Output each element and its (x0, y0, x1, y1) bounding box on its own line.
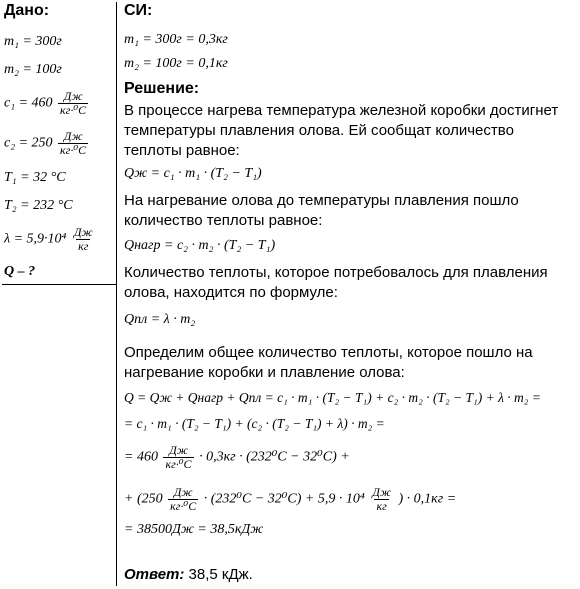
given-c1-unit (58, 90, 88, 117)
unit-denominator: кг·⁰C (170, 499, 197, 513)
given-q: Q – ? (4, 264, 36, 279)
formula-c-unit (163, 444, 193, 471)
given-lambda-value: λ = 5,9·10⁴ (4, 231, 67, 247)
lambda-numerator: Дж (73, 225, 93, 239)
given-lambda (4, 226, 97, 253)
lambda-denominator: кг (78, 239, 89, 253)
given-title: Дано: (4, 2, 50, 19)
formula-total-3-end: · 0,3кг · (232⁰C − 32⁰C) + (199, 449, 350, 465)
unit-denominator: кг·⁰C (60, 143, 87, 157)
solution-text-2: температуры плавления олова. Ей сообщат количество (124, 122, 514, 139)
given-t1: T₁ = 32 °C (4, 170, 66, 185)
formula-total-1: Q = Qж + Qнагр + Qпл = c₁ · m₁ · (T₂ − T₁) + c₂ · m₂ · (T₂ − T₁) + λ · m₂ = (124, 390, 541, 405)
solution-text-1: В процессе нагрева температура железной коробки достигнет (124, 102, 559, 119)
unit-numerator: Дж (63, 89, 83, 103)
formula-total-4 (124, 486, 456, 513)
lambda-denominator: кг (376, 499, 387, 513)
formula-total-2: = c₁ · m₁ · (T₂ − T₁) + (c₂ · (T₂ − T₁) + λ) · m₂ = (124, 416, 385, 431)
unit-denominator: кг·⁰C (60, 103, 87, 117)
solution-text-8: Определим общее количество теплоты, которое пошло на (124, 344, 533, 361)
solution-title: Решение: (124, 80, 200, 97)
solution-text-4: На нагревание олова до температуры плавления пошло (124, 192, 519, 209)
formula-melting: Qпл = λ · m₂ (124, 312, 196, 327)
formula-total-4-start: + (250 (124, 491, 163, 507)
si-title: СИ: (124, 2, 153, 19)
given-c2-unit (58, 130, 88, 157)
given-m2: m₂ = 100г (4, 62, 62, 77)
given-c1 (4, 90, 90, 117)
lambda-numerator: Дж (372, 485, 392, 499)
solution-text-7: олова, находится по формуле: (124, 284, 338, 301)
unit-denominator: кг·⁰C (165, 457, 192, 471)
formula-result: = 38500Дж = 38,5кДж (124, 522, 264, 537)
solution-text-9: нагревание коробки и плавление олова: (124, 364, 405, 381)
formula-iron-box: Qж = c₁ · m₁ · (T₂ − T₁) (124, 166, 262, 181)
given-lambda-unit (72, 226, 95, 253)
si-m2: m₂ = 100г = 0,1кг (124, 56, 228, 71)
solution-text-3: теплоты равное: (124, 142, 240, 159)
solution-text-5: количество теплоты равное: (124, 212, 323, 229)
formula-total-4-mid: · (232⁰C − 32⁰C) + 5,9 · 10⁴ (203, 491, 365, 507)
formula-total-4-end: ) · 0,1кг = (398, 491, 457, 507)
column-divider (116, 2, 117, 586)
given-c1-value: c₁ = 460 (4, 95, 53, 111)
formula-c2-unit (168, 486, 198, 513)
solution-text-6: Количество теплоты, которое потребовалось для плавления (124, 264, 548, 281)
si-m1: m₁ = 300г = 0,3кг (124, 32, 228, 47)
given-m1: m₁ = 300г (4, 34, 62, 49)
given-t2: T₂ = 232 °C (4, 198, 73, 213)
answer-value: 38,5 кДж. (184, 566, 253, 583)
unit-numerator: Дж (63, 129, 83, 143)
formula-total-3-start: = 460 (124, 449, 158, 465)
answer (124, 566, 253, 583)
unit-numerator: Дж (173, 485, 193, 499)
given-divider (2, 284, 117, 285)
given-c2 (4, 130, 90, 157)
formula-total-3 (124, 444, 350, 471)
unit-numerator: Дж (169, 443, 188, 457)
formula-tin-heating: Qнагр = c₂ · m₂ · (T₂ − T₁) (124, 238, 276, 253)
given-c2-value: c₂ = 250 (4, 135, 53, 151)
formula-lambda-unit (370, 486, 393, 513)
answer-label: Ответ: (124, 566, 185, 583)
